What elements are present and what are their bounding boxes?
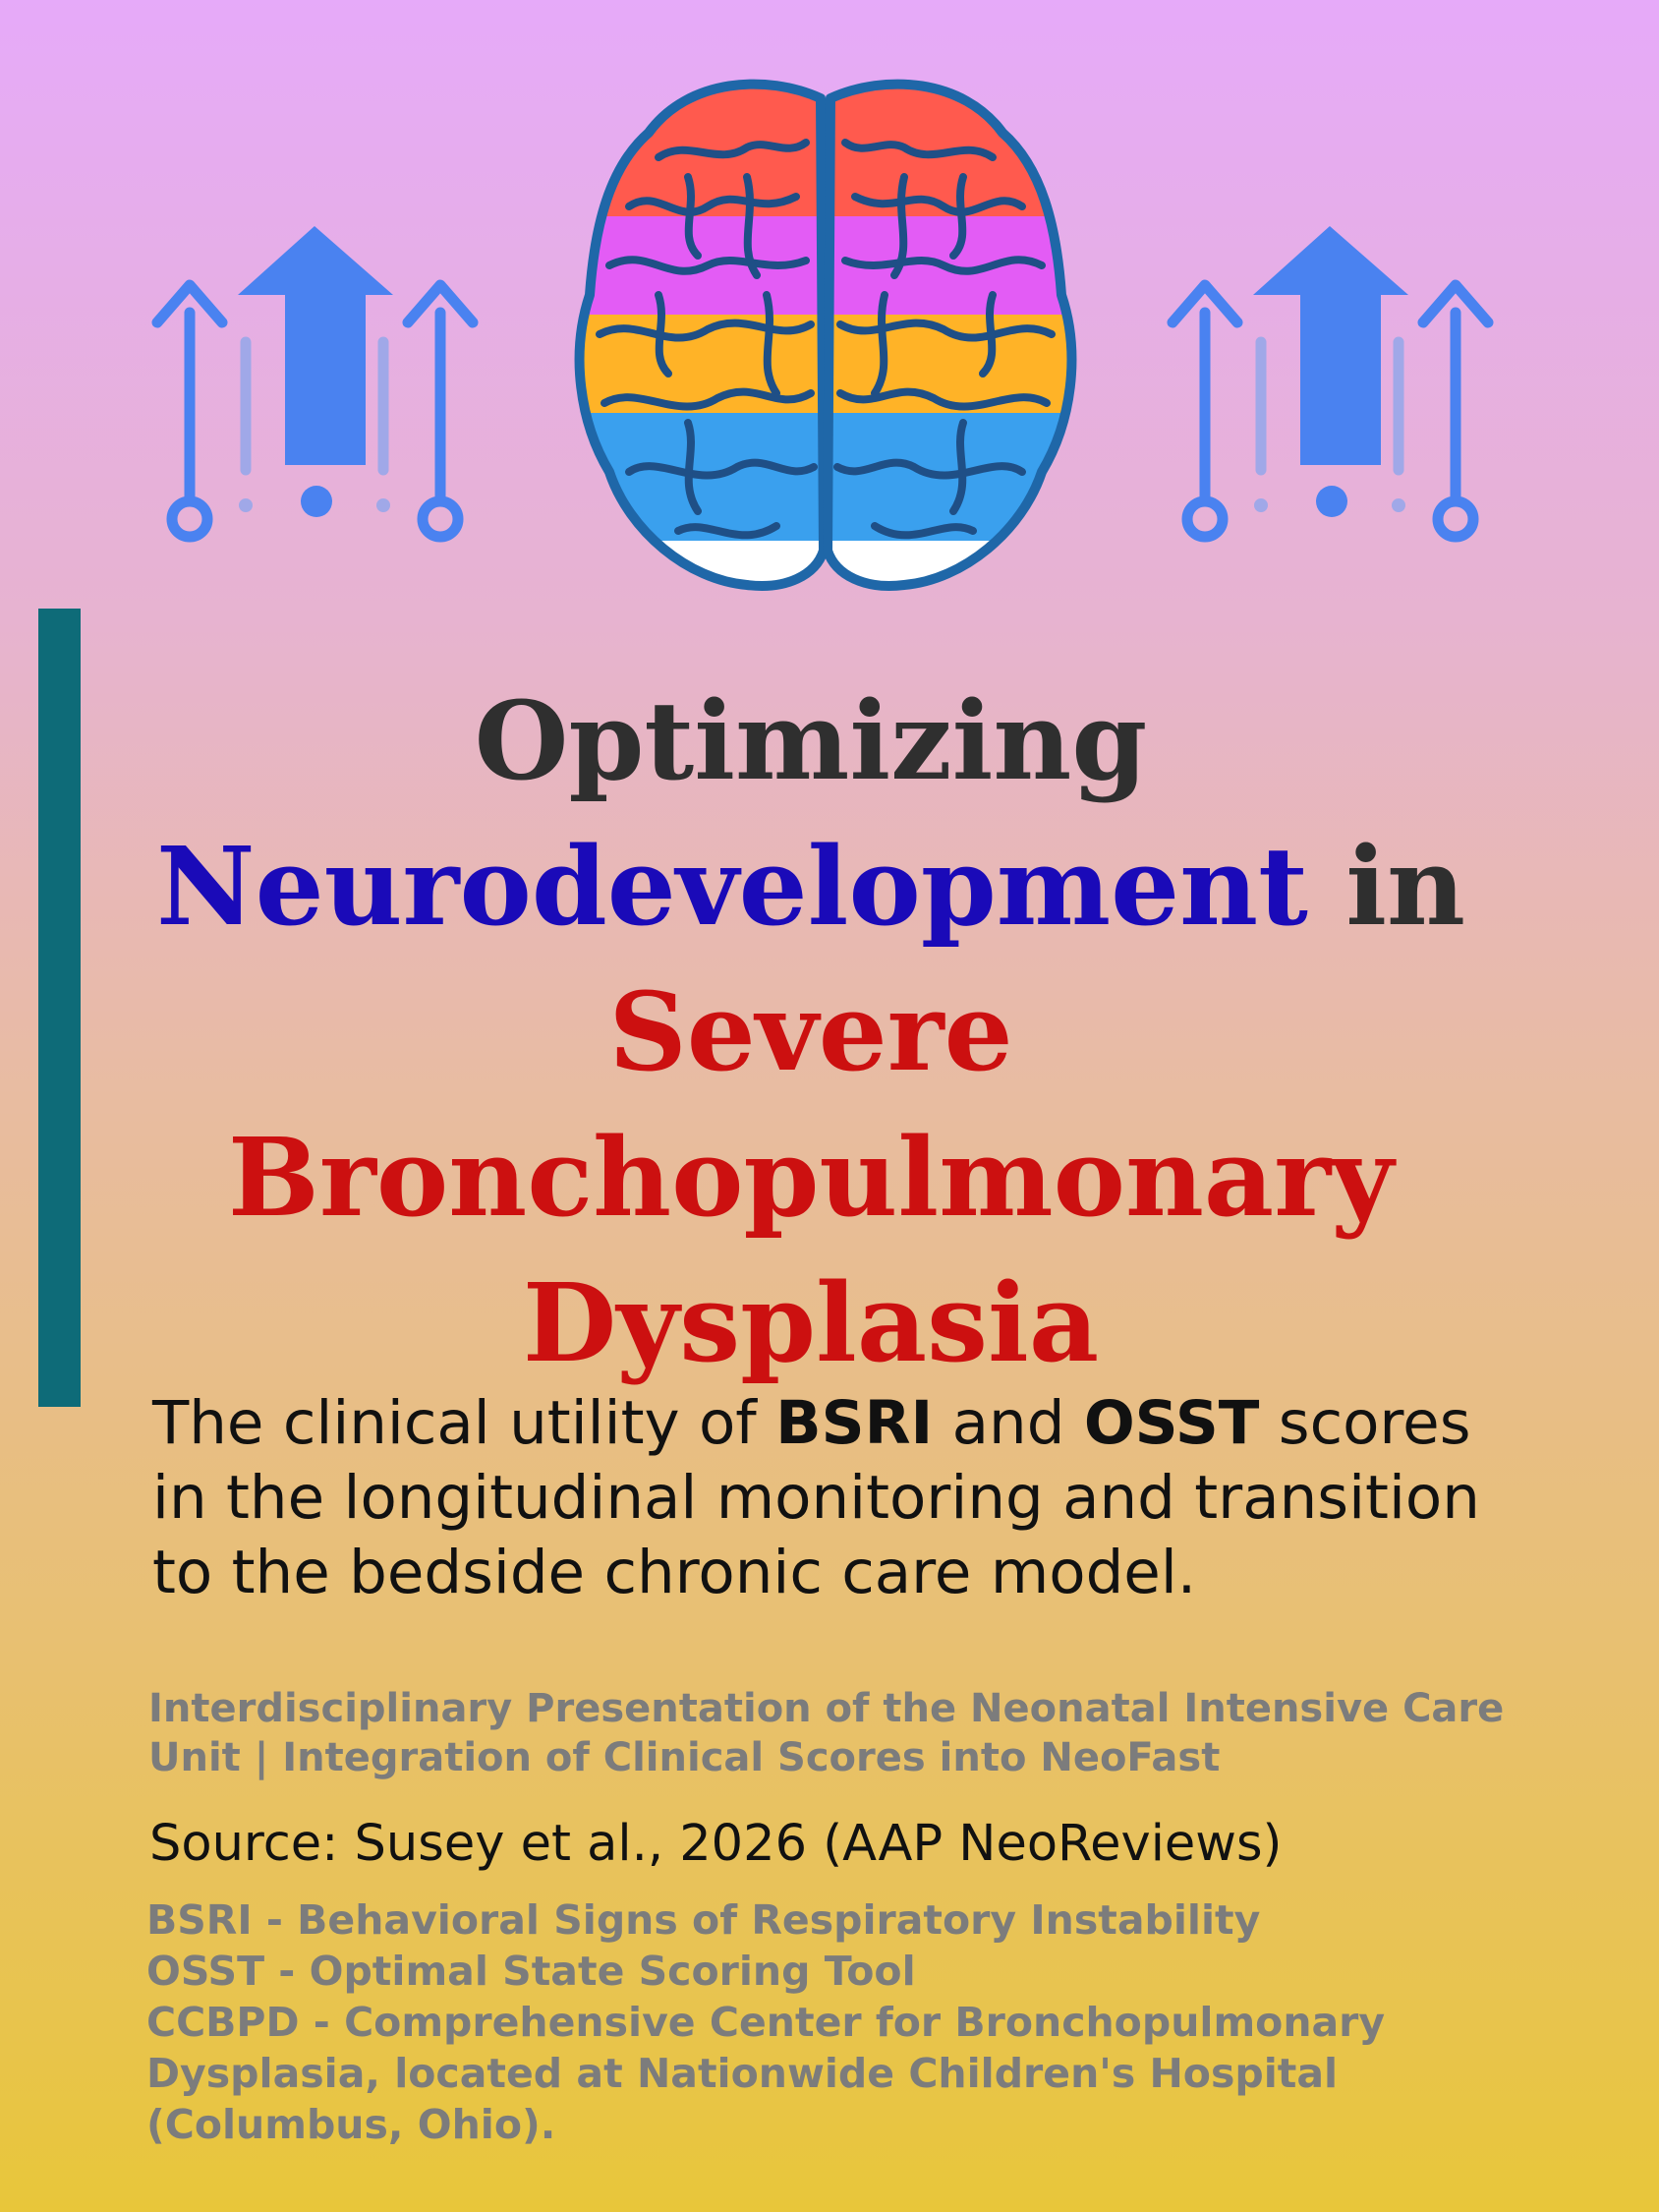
presentation-info: Interdisciplinary Presentation of the Neonatal Intensive Care Unit | Integration of Clinical Scores into NeoFast <box>148 1686 1505 1780</box>
glossary-line: BSRI - Behavioral Signs of Respiratory Instability <box>146 1896 1261 1944</box>
subtitle-part-3: scores in the longitudinal monitoring and transition to the bedside chronic care model. <box>152 1388 1480 1607</box>
subtitle <box>152 1386 1528 1610</box>
glossary-line: (Columbus, Ohio). <box>146 2101 556 2148</box>
subtitle-bsri: BSRI <box>775 1388 934 1458</box>
title-line-4: Bronchopulmonary <box>227 1114 1395 1241</box>
glossary-line: CCBPD - Comprehensive Center for Bronchopulmonary <box>146 1999 1386 2046</box>
title-line-3: Severe <box>608 968 1013 1095</box>
title-line-5: Dysplasia <box>522 1259 1100 1386</box>
glossary-line: Dysplasia, located at Nationwide Children's Hospital <box>146 2050 1339 2097</box>
source-citation: Source: Susey et al., 2026 (AAP NeoReviews) <box>149 1815 1283 1873</box>
subtitle-part-2: and <box>933 1388 1084 1458</box>
subtitle-osst: OSST <box>1083 1388 1260 1458</box>
title-line-2 <box>88 814 1533 960</box>
glossary <box>146 1894 1562 2150</box>
subtitle-part-1: The clinical utility of <box>152 1388 776 1458</box>
title-line-1: Optimizing <box>474 677 1148 804</box>
title-highlight-neurodevelopment: Neurodevelopment <box>156 823 1308 950</box>
title-in: in <box>1307 823 1465 950</box>
accent-bar <box>38 609 81 1407</box>
arrows-up-icon <box>1163 214 1507 553</box>
glossary-line: OSST - Optimal State Scoring Tool <box>146 1948 916 1995</box>
brain-icon <box>570 69 1081 605</box>
arrows-up-icon <box>147 214 491 553</box>
page-title <box>88 669 1533 1396</box>
